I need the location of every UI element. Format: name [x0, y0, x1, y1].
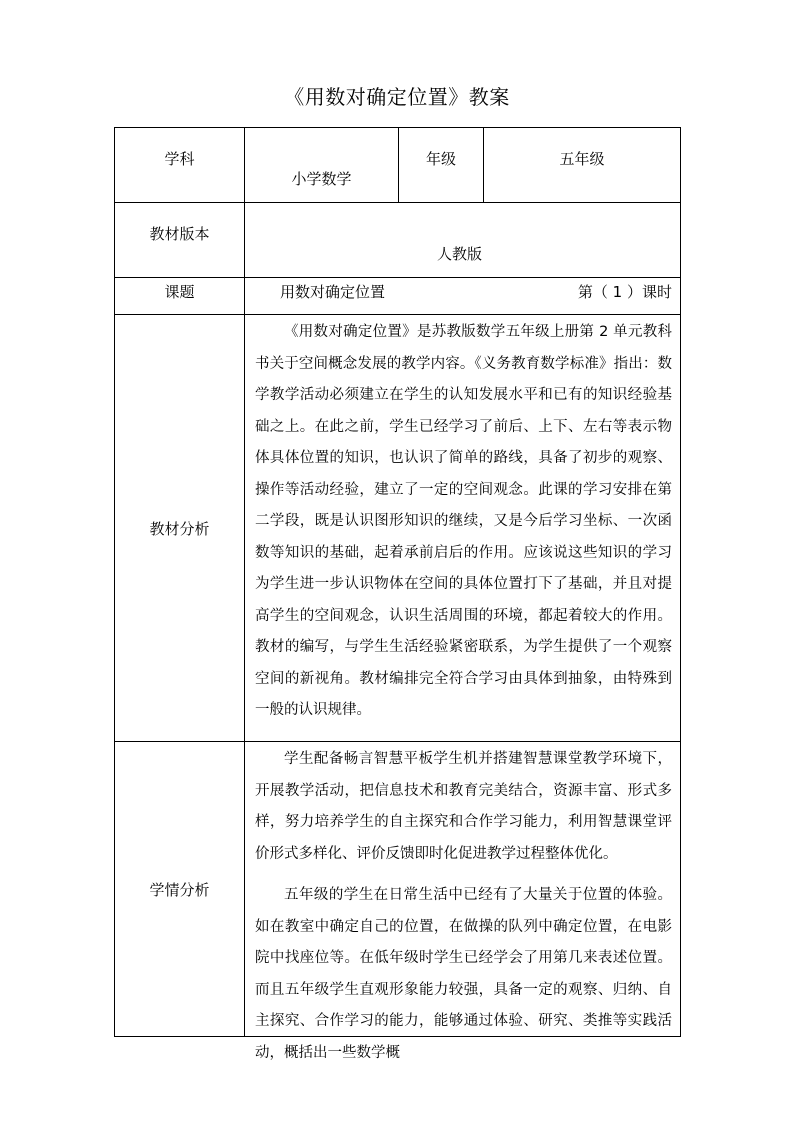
grade-value-cell [484, 128, 681, 203]
edition-value: 人教版 [437, 245, 483, 263]
material-analysis-content-cell [245, 315, 681, 742]
material-analysis-row [115, 315, 681, 742]
edition-value-cell [245, 203, 681, 278]
grade-label-cell [399, 128, 484, 203]
student-analysis-label-cell [115, 742, 245, 1037]
material-analysis-label-cell [115, 315, 245, 742]
topic-label-cell [115, 278, 245, 315]
document-title: 《用数对确定位置》教案 [284, 85, 510, 109]
subject-value: 小学数学 [291, 170, 352, 188]
grade-label: 年级 [425, 150, 456, 168]
material-analysis-paragraph: 《用数对确定位置》是苏教版数学五年级上册第 2 单元教科书关于空间概念发展的教学内容。《义务教育数学标准》指出：数学教学活动必须建立在学生的认知发展水平和已有的知识经验基础之上。在此之前，学生已经学习了前后、上下、左右等表示物体具体位置的知识，也认识了简单的路线，具备了初步的观察、操作等活动经验，建立了一定的空间观念。此课的学习安排在第二学段，既是认识图形知识的继续，又是今后学习坐标、一次函数等知识的基础，起着承前启后的作用。应该说这些知识的学习为学生进一步认识物体在空间的具体位置打下了基础，并且对提高学生的空间观念，认识生活周围的环境，都起着较大的作用。教材的编写，与学生生活经验紧密联系，为学生提供了一个观察空间的新视角。教材编排完全符合学习由具体到抽象，由特殊到一般的认识规律。 [255, 324, 672, 718]
student-analysis-content-cell [245, 742, 681, 1061]
topic-period: 第（ 1 ）课时 [577, 283, 672, 301]
subject-row [115, 128, 681, 203]
lesson-plan-table [114, 127, 681, 1061]
edition-label: 教材版本 [149, 225, 210, 243]
topic-row [115, 278, 681, 315]
edition-row [115, 203, 681, 278]
student-analysis-paragraph-1: 学生配备畅言智慧平板学生机并搭建智慧课堂教学环境下，开展教学活动，把信息技术和教育完美结合，资源丰富、形式多样，努力培养学生的自主探究和合作学习能力，利用智慧课堂评价形式多样化、评价反馈即时化促进教学过程整体优化。 [255, 751, 672, 862]
student-analysis-label: 学情分析 [149, 880, 210, 899]
subject-value-cell [245, 128, 399, 203]
topic-value: 用数对确定位置 [280, 283, 386, 301]
subject-label: 学科 [164, 150, 195, 168]
student-analysis-row [115, 742, 681, 1037]
topic-value-cell [245, 278, 681, 315]
student-analysis-paragraph-2: 五年级的学生在日常生活中已经有了大量关于位置的体验。如在教室中确定自己的位置，在做操的队列中确定位置，在电影院中找座位等。在低年级时学生已经学会了用第几来表述位置。而且五年级学生直观形象能力较强，具备一定的观察、归纳、自主探究、合作学习的能力，能够通过体验、研究、类推等实践活动，概括出一些数学概 [255, 887, 672, 1061]
subject-label-cell [115, 128, 245, 203]
grade-value: 五年级 [559, 150, 605, 168]
edition-label-cell [115, 203, 245, 278]
material-analysis-label: 教材分析 [149, 519, 210, 538]
topic-label: 课题 [164, 283, 195, 301]
